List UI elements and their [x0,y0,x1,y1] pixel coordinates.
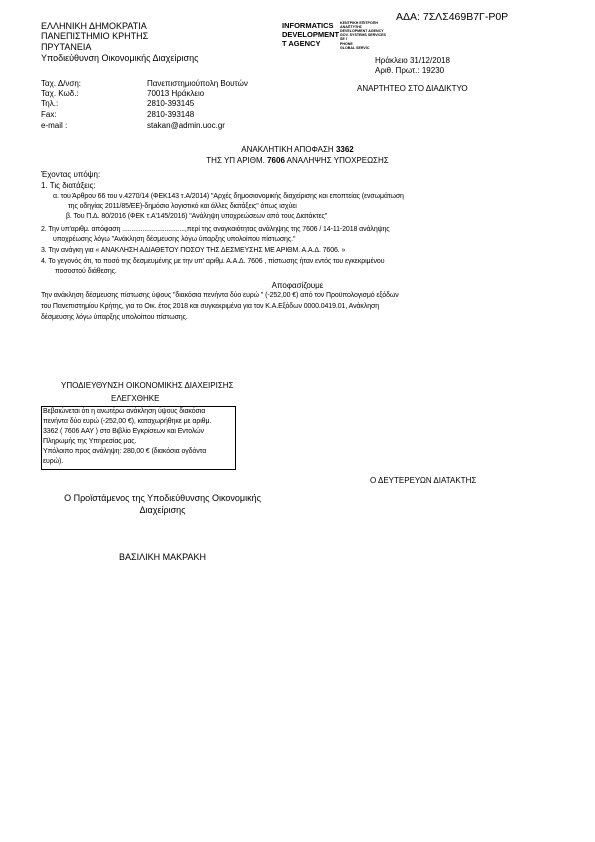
head-of-line-1: Ο Προϊστάμενος της Υποδιεύθυνσης Οικονομικής [64,493,261,503]
box-line-5: Υπόλοιπο προς ανάληψη: 280,00 € (διακόσια ογδόντα [43,448,207,455]
contact-label: Ταχ. Κωδ.: [41,89,79,98]
document-subtitle [0,156,595,165]
decide-heading: Αποφασίζουμε [271,281,324,290]
item-4-line-2: ποσοστού διάθεσης. [55,268,117,275]
item-1b: β. Του Π.Δ. 80/2016 (ΦΕΚ τ.Α'145/2016) "Ανάληψη υποχρεώσεων από τους Διατάκτες" [66,213,328,220]
logo-small-3: DEVELOPMENT AGENCY [340,29,384,33]
ada-code: ΑΔΑ: 7ΣΛΣ469Β7Γ-Ρ0Ρ [396,11,509,23]
logo-small-5: SE I [340,37,347,41]
item-2-line-2: υποχρέωσης λόγω "Ανάκληση δέσμευσης λόγω ύπαρξης υπολοίπου πίστωσης." [53,236,296,243]
subdirectorate-heading: ΥΠΟΔΙΕΥΘΥΝΣΗ ΟΙΚΟΝΟΜΙΚΗΣ ΔΙΑΧΕΙΡΙΣΗΣ [61,381,234,390]
box-line-1: Βεβαιώνεται ότι η ανωτέρω ανάκληση ύψους διακόσια [43,408,206,415]
box-line-4: Πληρωμής της Υπηρεσίας μας. [43,438,137,445]
decision-number: 3362 [335,145,354,154]
logo-line-2: DEVELOPMENT [282,30,340,39]
checked-label: ΕΛΕΓΧΘΗΚΕ [111,394,160,403]
secondary-authorizer: Ο ΔΕΥΤΕΡΕΥΩΝ ΔΙΑΤΑΚΤΗΣ [370,476,477,485]
logo-small-6: PHONE [340,42,353,46]
considering-heading: Έχοντας υπόψη: [41,170,101,179]
logo-small-4: GOV. SYSTEMS SERVICES [340,33,386,37]
box-line-6: ευρώ). [43,458,64,465]
box-line-2: πενήντα δύο ευρώ (-252,00 €), καταχωρήθηκε με αριθμ. [43,418,212,425]
header-line-4: Υποδιεύθυνση Οικονομικής Διαχείρισης [41,53,199,63]
head-of-line-2: Διαχείρισης [139,505,186,515]
item-3: 3. Την ανάγκη για « ΑΝΑΚΛΗΣΗ ΑΔΙΑΘΕΤΟΥ ΠΟΣΟΥ ΤΗΣ ΔΕΣΜΕΥΣΗΣ ΜΕ ΑΡΙΘΜ. Α.Α.Δ. 7606. » [41,247,346,254]
logo-small-1: ΚΕΝΤΡΙΚΗ ΕΠΙΤΡΟΠΗ [340,21,378,25]
item-1: 1. Τις διατάξεις: [41,181,96,190]
commitment-number: 7606 [267,156,285,165]
contact-label: Fax: [41,110,57,119]
decision-line-2: του Πανεπιστημίου Κρήτης, για το Οικ. έτος 2018 και συγκεκριμένα για τον Κ.Α.Εξόδων 0000.0419.01, Ανάκληση [41,303,380,310]
decision-line-3: δέσμευσης λόγω ύπαρξης υπολοίπου πίστωσης. [41,314,188,321]
box-line-3: 3362 ( 7606 ΑΑΥ ) στο Βιβλίο Εγκρίσεων και Εντολών [43,428,204,435]
subtitle-suffix: ΑΝΑΛΗΨΗΣ ΥΠΟΧΡΕΩΣΗΣ [284,156,389,165]
logo-line-3: T AGENCY [282,39,321,48]
verification-box [41,406,236,470]
signer-name: ΒΑΣΙΛΙΚΗ ΜΑΚΡΑΚΗ [119,552,206,562]
header-line-3: ΠΡΥΤΑΝΕΙΑ [41,42,92,52]
logo-small-7: GLOBAL SERVIC [340,46,370,50]
contact-label: e-mail : [41,121,68,130]
contact-value: 70013 Ηράκλειο [147,89,205,98]
document-title [0,145,595,154]
subtitle-text: ΤΗΣ ΥΠ ΑΡΙΘΜ. [206,156,268,165]
contact-value: 2810-393148 [147,110,195,119]
title-text: ΑΝΑΚΛΗΤΙΚΗ ΑΠΟΦΑΣΗ [241,145,336,154]
header-line-2: ΠΑΝΕΠΙΣΤΗΜΙΟ ΚΡΗΤΗΣ [41,31,149,41]
logo-line-1: INFORMATICS [282,21,334,30]
header-line-1: ΕΛΛΗΝΙΚΗ ΔΗΜΟΚΡΑΤΙΑ [41,21,147,31]
item-4-line-1: 4. Το γεγονός ότι, το ποσό της δεσμευμένης με την υπ' αριθμ. Α.Α.Δ. 7606 , πίστωσης ήταν εντός του εγκεκριμένου [41,258,385,265]
item-2-line-1: 2. Την υπ'αριθμ. απόφαση ..................................,περί της αναγκαιότητας ανάληψης της 7606 / 14-11-2018 ανάληψης [41,226,390,233]
contact-label: Τηλ.: [41,99,59,108]
logo-small-2: ΑΝΑΠΤΥΞΗΣ [340,25,363,29]
contact-value: stakan@admin.uoc.gr [147,121,225,130]
decision-line-1: Την ανάκληση δέσμευσης πίστωσης ύψους "διακόσια πενήντα δύο ευρώ " (-252,00 €) από τον Προϋπολογισμό εξόδων [41,292,399,299]
place-date: Ηράκλειο 31/12/2018 [375,56,451,65]
protocol-number: Αριθ. Πρωτ.: 19230 [375,66,445,75]
item-1a-line-1: α. του Άρθρου 66 του ν.4270/14 (ΦΕΚ143 τ.Α/2014) "Αρχές δημοσιονομικής διαχείρισης και εποπτείας (ενσωμάτωση [53,193,404,200]
posted-online-note: ΑΝΑΡΤΗΤΕΟ ΣΤΟ ΔΙΑΔΙΚΤΥΟ [357,84,468,93]
contact-label: Ταχ. Δ/νση: [41,79,82,88]
contact-value: 2810-393145 [147,99,195,108]
contact-value: Πανεπιστημιούπολη Βουτών [147,79,248,88]
item-1a-line-2: της οδηγίας 2011/85/ΕΕ)-δημόσιο λογιστικό και άλλες διατάξεις" όπως ισχύει [68,203,297,210]
